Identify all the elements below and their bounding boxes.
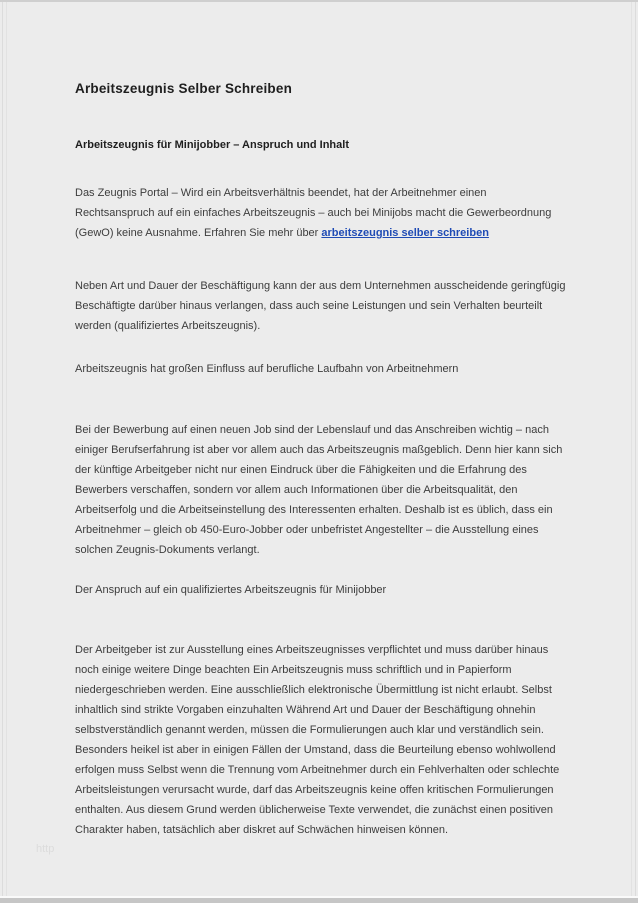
document-content	[75, 80, 569, 840]
page-border-bottom	[0, 896, 638, 903]
page-border-top	[0, 0, 638, 2]
document-title: Arbeitszeugnis Selber Schreiben	[75, 81, 293, 96]
page-border-left-outer	[2, 2, 3, 896]
paragraph-intro-text: Das Zeugnis Portal – Wird ein Arbeitsverhältnis beendet, hat der Arbeitnehmer einen Rechtsanspruch auf ein einfaches Arbeitszeugnis – auch bei Minijobs macht die Gewerbeordnung (GewO) keine Ausnahme. Erfahren Sie mehr über	[75, 187, 552, 239]
paragraph-employer-duties: Der Arbeitgeber ist zur Ausstellung eines Arbeitszeugnisses verpflichtet und muss darüber hinaus noch einige weitere Dinge beachten Ein Arbeitszeugnis muss schriftlich und in Papierform niedergeschrieben werden. Eine ausschließlich elektronische Übermittlung ist nicht erlaubt. Selbst inhaltlich sind strikte Vorgaben einzuhalten Während Art und Dauer der Beschäftigung ohnehin selbstverständlich genannt werden, müssen die Formulierungen auch klar und verständlich sein. Besonders heikel ist aber in einigen Fällen der Umstand, dass die Beurteilung ebenso wohlwollend erfolgen muss Selbst wenn die Trennung vom Arbeitnehmer durch ein Fehlverhalten oder schlechte Arbeitsleistungen verursacht wurde, darf das Arbeitszeugnis keine offen kritischen Formulierungen enthalten. Aus diesem Grund werden üblicherweise Texte verwendet, die zunächst einen positiven Charakter haben, tatsächlich aber diskret auf Schwächen hinweisen können.	[75, 644, 560, 836]
paragraph-qualified-zeugnis: Neben Art und Dauer der Beschäftigung kann der aus dem Unternehmen ausscheidende geringfügig Beschäftigte darüber hinaus verlangen, dass auch seine Leistungen und sein Verhalten beurteilt werden (qualifiziertes Arbeitszeugnis).	[75, 280, 566, 332]
page-border-right-outer	[635, 2, 636, 896]
document-subtitle: Arbeitszeugnis für Minijobber – Anspruch und Inhalt	[75, 139, 349, 151]
heading-claim: Der Anspruch auf ein qualifiziertes Arbeitszeugnis für Minijobber	[75, 584, 387, 596]
paragraph-application: Bei der Bewerbung auf einen neuen Job sind der Lebenslauf und das Anschreiben wichtig – nach einiger Berufserfahrung ist aber vor allem auch das Arbeitszeugnis maßgeblich. Denn hier kann sich der künftige Arbeitgeber nicht nur einen Eindruck über die Fähigkeiten und die Erfahrung des Bewerbers verschaffen, sondern vor allem auch Informationen über die Arbeitsqualität, den Arbeitserfolg und die Arbeitseinstellung des Interessenten erhalten. Deshalb ist es üblich, dass ein Arbeitnehmer – gleich ob 450-Euro-Jobber oder unbefristet Angestellter – die Ausstellung eines solchen Zeugnis-Dokuments verlangt.	[75, 424, 563, 556]
page-border-right-inner	[631, 2, 632, 896]
arbeitszeugnis-selber-schreiben-link[interactable]: arbeitszeugnis selber schreiben	[321, 227, 489, 239]
page-border-left-inner	[6, 2, 7, 896]
watermark-http: http	[36, 843, 55, 855]
heading-influence: Arbeitszeugnis hat großen Einfluss auf berufliche Laufbahn von Arbeitnehmern	[75, 363, 459, 375]
paragraph-intro	[75, 183, 569, 243]
